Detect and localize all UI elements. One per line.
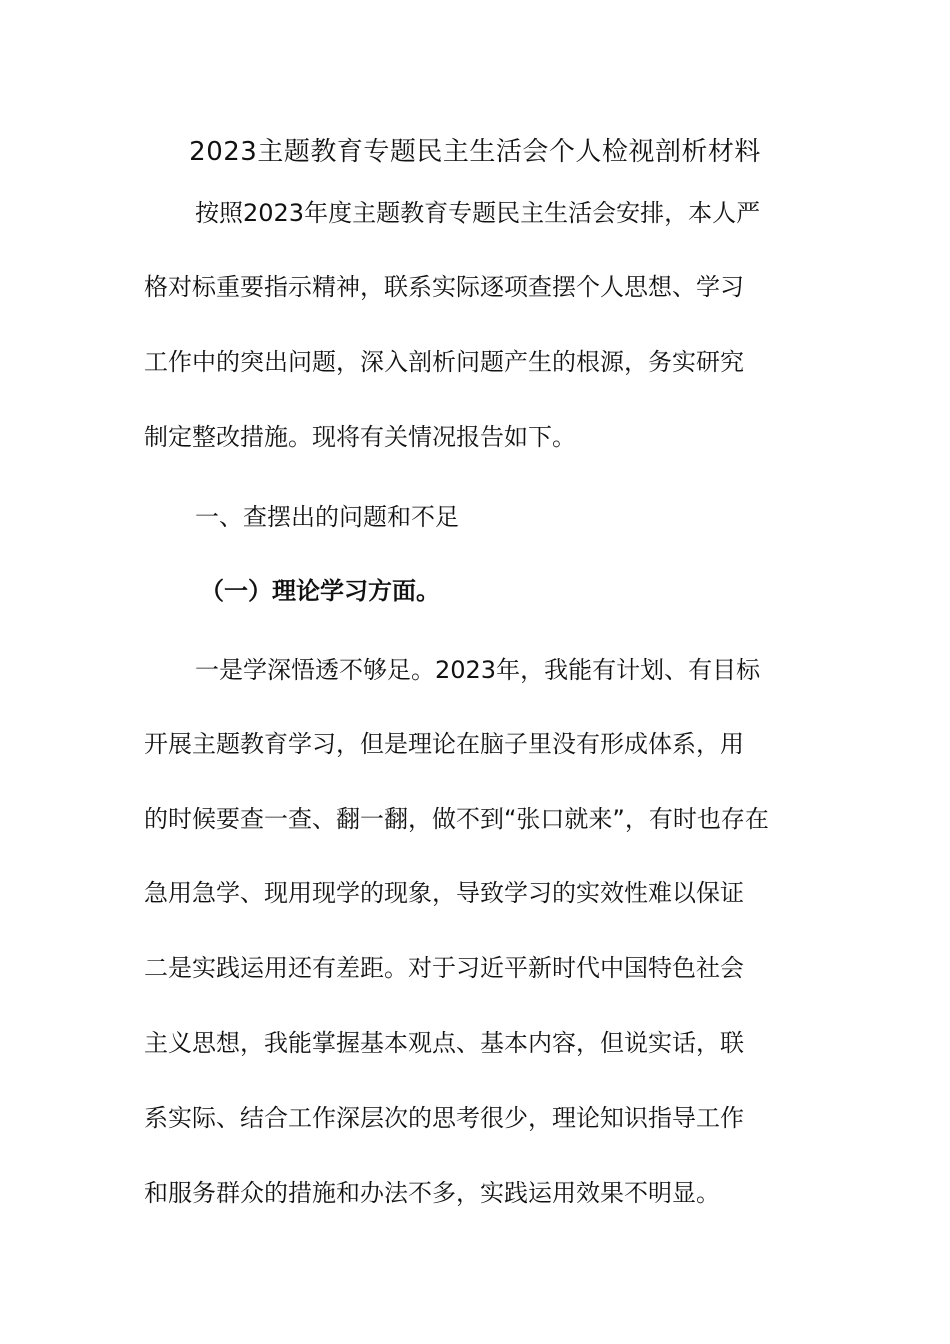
body-line: 主义思想，我能掌握基本观点、基本内容，但说实话，联 (144, 1029, 744, 1057)
body-line: 系实际、结合工作深层次的思考很少，理论知识指导工作 (144, 1104, 744, 1132)
subsection-heading: （一）理论学习方面。 (200, 577, 440, 605)
body-line: 一是学深悟透不够足。2023年，我能有计划、有目标 (195, 656, 761, 684)
body-line: 的时候要查一查、翻一翻，做不到“张口就来”，有时也存在 (144, 805, 769, 833)
intro-line: 格对标重要指示精神，联系实际逐项查摆个人思想、学习 (144, 273, 744, 301)
document-title: 2023主题教育专题民主生活会个人检视剖析材料 (189, 137, 761, 167)
section-heading: 一、查摆出的问题和不足 (195, 503, 459, 531)
intro-line: 工作中的突出问题，深入剖析问题产生的根源，务实研究 (144, 348, 744, 376)
body-line: 和服务群众的措施和办法不多，实践运用效果不明显。 (144, 1179, 720, 1207)
intro-line: 按照2023年度主题教育专题民主生活会安排，本人严 (195, 199, 761, 227)
body-line: 二是实践运用还有差距。对于习近平新时代中国特色社会 (144, 954, 744, 982)
body-line: 急用急学、现用现学的现象，导致学习的实效性难以保证 (144, 879, 744, 907)
intro-line: 制定整改措施。现将有关情况报告如下。 (144, 423, 576, 451)
body-line: 开展主题教育学习，但是理论在脑子里没有形成体系，用 (144, 730, 744, 758)
